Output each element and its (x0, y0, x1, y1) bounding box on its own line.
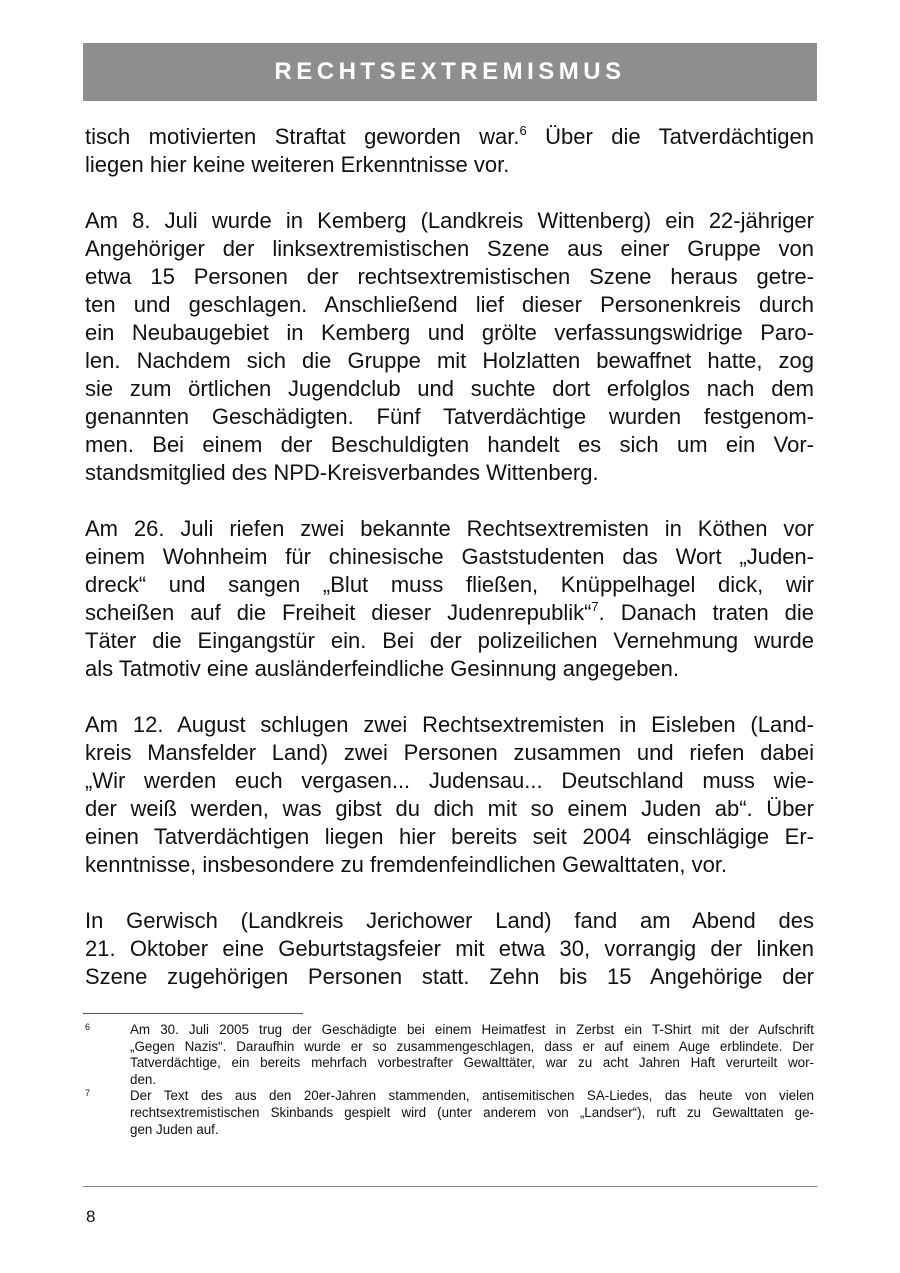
page-number: 8 (86, 1207, 96, 1226)
footnote-ref[interactable]: 7 (591, 599, 599, 614)
text-line: Am 12. August schlugen zwei Rechtsextremisten in Eisleben (Land- (85, 712, 814, 737)
text-line: In Gerwisch (Landkreis Jerichower Land) fand am Abend des (85, 908, 814, 933)
text-line: als Tatmotiv eine ausländerfeindliche Gesinnung angegeben. (85, 656, 680, 681)
paragraph (85, 711, 814, 879)
paragraph (85, 123, 814, 179)
text-line: Szene zugehörigen Personen statt. Zehn bis 15 Angehörige der (85, 964, 814, 989)
footnote (85, 1088, 814, 1138)
text-line: der weiß werden, was gibst du dich mit so einem Juden ab“. Über (85, 796, 814, 821)
text-line: Täter die Eingangstür ein. Bei der polizeilichen Vernehmung wurde (85, 628, 814, 653)
text-line: Angehöriger der linksextremistischen Szene aus einer Gruppe von (85, 236, 814, 261)
text-line: einem Wohnheim für chinesische Gaststudenten das Wort „Juden- (85, 544, 814, 569)
footnote-line: „Gegen Nazis“. Daraufhin wurde er so zusammengeschlagen, dass er auf einem Auge erblindete. Der (130, 1038, 814, 1054)
text-line: kreis Mansfelder Land) zwei Personen zusammen und riefen dabei (85, 740, 814, 765)
text-line: etwa 15 Personen der rechtsextremistischen Szene heraus getre- (85, 264, 814, 289)
text-line: genannten Geschädigten. Fünf Tatverdächtige wurden festgenom- (85, 404, 814, 429)
text-line: tisch motivierten Straftat geworden war.$^6$ Über die Tatverdächtigen (85, 123, 815, 149)
body-text (85, 123, 814, 1019)
footnote-line: Der Text des aus den 20er-Jahren stammenden, antisemitischen SA-Liedes, das heute von vielen (130, 1088, 814, 1104)
footnote-number: 7 (85, 1088, 91, 1099)
footnote-number: 6 (85, 1022, 91, 1032)
footnote-line: den. (130, 1071, 157, 1087)
paragraph (85, 515, 814, 683)
text-line: „Wir werden euch vergasen... Judensau... Deutschland muss wie- (85, 768, 814, 793)
footer-rule (83, 1186, 817, 1187)
footnote-line: Tatverdächtige, ein bereits mehrfach vorbestrafter Gewalttäter, war zu acht Jahren Haft verurteilt wor- (130, 1055, 814, 1071)
text-line: len. Nachdem sich die Gruppe mit Holzlatten bewaffnet hatte, zog (85, 348, 814, 373)
paragraph (85, 907, 814, 991)
text-line: standsmitglied des NPD-Kreisverbandes Wittenberg. (85, 460, 599, 485)
text-line: einen Tatverdächtigen liegen hier bereits seit 2004 einschlägige Er- (85, 824, 814, 849)
paragraph (85, 207, 814, 487)
text-line: liegen hier keine weiteren Erkenntnisse vor. (85, 152, 510, 177)
footnote-separator (83, 1013, 303, 1014)
text-line: dreck“ und sangen „Blut muss fließen, Knüppelhagel dick, wir (85, 572, 814, 597)
text-line: kenntnisse, insbesondere zu fremdenfeindlichen Gewalttaten, vor. (85, 852, 728, 877)
text-line: ein Neubaugebiet in Kemberg und grölte verfassungswidrige Paro- (85, 320, 814, 345)
footnote (85, 1022, 814, 1088)
text-line: scheißen auf die Freiheit dieser Judenrepublik“$^7$. Danach traten die (85, 599, 814, 625)
text-line: 21. Oktober eine Geburtstagsfeier mit etwa 30, vorrangig der linken (85, 936, 814, 961)
footnote-line: gen Juden auf. (130, 1121, 219, 1137)
text-line: men. Bei einem der Beschuldigten handelt es sich um ein Vor- (85, 432, 814, 457)
text-line: Am 26. Juli riefen zwei bekannte Rechtsextremisten in Köthen vor (85, 516, 814, 541)
footnote-line: Am 30. Juli 2005 trug der Geschädigte bei einem Heimatfest in Zerbst ein T-Shirt mit der Aufschrift (130, 1022, 814, 1037)
section-header: RECHTSEXTREMISMUS (83, 43, 817, 101)
text-line: sie zum örtlichen Jugendclub und suchte dort erfolglos nach dem (85, 376, 814, 401)
footnote-ref[interactable]: 6 (519, 123, 527, 138)
footnote-line: rechtsextremistischen Skinbands gespielt wird (unter anderem von „Landser“), ruft zu Gewalttaten ge- (130, 1104, 814, 1120)
text-line: Am 8. Juli wurde in Kemberg (Landkreis Wittenberg) ein 22-jähriger (85, 208, 814, 233)
text-line: ten und geschlagen. Anschließend lief dieser Personenkreis durch (85, 292, 814, 317)
footnotes (85, 1022, 814, 1138)
